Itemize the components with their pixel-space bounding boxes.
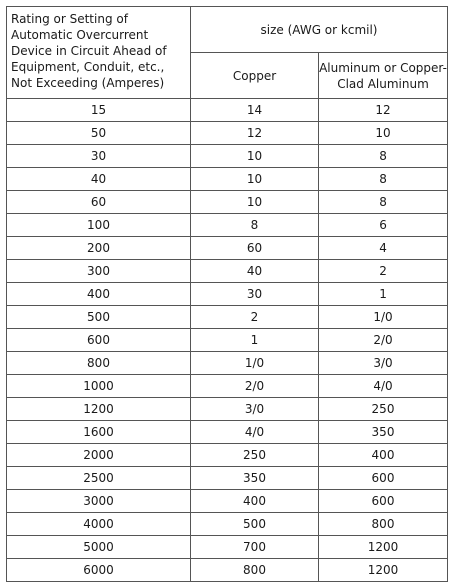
size-column-header: size (AWG or kcmil) — [191, 7, 448, 53]
table-row — [7, 490, 448, 513]
table-row — [7, 145, 448, 168]
rating-cell: 50 — [7, 122, 191, 145]
copper-size-cell: 700 — [191, 536, 319, 559]
rating-cell: 30 — [7, 145, 191, 168]
table-row — [7, 398, 448, 421]
aluminum-size-cell: 1200 — [319, 559, 448, 582]
copper-size-cell: 4/0 — [191, 421, 319, 444]
table-row — [7, 467, 448, 490]
table-row — [7, 168, 448, 191]
rating-cell: 300 — [7, 260, 191, 283]
rating-cell: 100 — [7, 214, 191, 237]
rating-cell: 1600 — [7, 421, 191, 444]
aluminum-size-cell: 600 — [319, 490, 448, 513]
copper-size-cell: 800 — [191, 559, 319, 582]
rating-cell: 15 — [7, 99, 191, 122]
copper-size-cell: 12 — [191, 122, 319, 145]
table-header — [7, 7, 448, 99]
table-body — [7, 99, 448, 582]
copper-size-cell: 3/0 — [191, 398, 319, 421]
table-row — [7, 352, 448, 375]
table-row — [7, 283, 448, 306]
table-row — [7, 99, 448, 122]
rating-cell: 400 — [7, 283, 191, 306]
aluminum-size-cell: 4 — [319, 237, 448, 260]
copper-size-cell: 250 — [191, 444, 319, 467]
rating-cell: 4000 — [7, 513, 191, 536]
rating-cell: 2500 — [7, 467, 191, 490]
rating-cell: 5000 — [7, 536, 191, 559]
aluminum-size-cell: 350 — [319, 421, 448, 444]
aluminum-size-cell: 1200 — [319, 536, 448, 559]
aluminum-size-cell: 6 — [319, 214, 448, 237]
aluminum-size-cell: 600 — [319, 467, 448, 490]
aluminum-column-header: Aluminum or Copper-Clad Aluminum — [319, 53, 448, 99]
copper-size-cell: 10 — [191, 145, 319, 168]
copper-size-cell: 1/0 — [191, 352, 319, 375]
rating-cell: 1000 — [7, 375, 191, 398]
rating-cell: 2000 — [7, 444, 191, 467]
copper-size-cell: 30 — [191, 283, 319, 306]
table-row — [7, 421, 448, 444]
copper-size-cell: 500 — [191, 513, 319, 536]
aluminum-size-cell: 10 — [319, 122, 448, 145]
table-row — [7, 237, 448, 260]
copper-size-cell: 1 — [191, 329, 319, 352]
table-row — [7, 214, 448, 237]
aluminum-size-cell: 4/0 — [319, 375, 448, 398]
aluminum-size-cell: 800 — [319, 513, 448, 536]
aluminum-size-cell: 2 — [319, 260, 448, 283]
aluminum-size-cell: 250 — [319, 398, 448, 421]
table-row — [7, 191, 448, 214]
copper-size-cell: 8 — [191, 214, 319, 237]
aluminum-size-cell: 400 — [319, 444, 448, 467]
rating-cell: 600 — [7, 329, 191, 352]
aluminum-size-cell: 2/0 — [319, 329, 448, 352]
table-row — [7, 536, 448, 559]
copper-column-header: Copper — [191, 53, 319, 99]
aluminum-size-cell: 12 — [319, 99, 448, 122]
copper-size-cell: 10 — [191, 168, 319, 191]
header-row-top — [7, 7, 448, 53]
rating-cell: 40 — [7, 168, 191, 191]
copper-size-cell: 350 — [191, 467, 319, 490]
aluminum-size-cell: 8 — [319, 145, 448, 168]
table-row — [7, 306, 448, 329]
aluminum-size-cell: 1/0 — [319, 306, 448, 329]
aluminum-size-cell: 1 — [319, 283, 448, 306]
table-row — [7, 513, 448, 536]
rating-cell: 60 — [7, 191, 191, 214]
table-row — [7, 329, 448, 352]
copper-size-cell: 2 — [191, 306, 319, 329]
copper-size-cell: 40 — [191, 260, 319, 283]
rating-cell: 500 — [7, 306, 191, 329]
conductor-size-table — [6, 6, 448, 582]
copper-size-cell: 400 — [191, 490, 319, 513]
copper-size-cell: 2/0 — [191, 375, 319, 398]
table-row — [7, 559, 448, 582]
rating-cell: 3000 — [7, 490, 191, 513]
table-row — [7, 122, 448, 145]
aluminum-size-cell: 8 — [319, 168, 448, 191]
aluminum-size-cell: 8 — [319, 191, 448, 214]
rating-cell: 6000 — [7, 559, 191, 582]
aluminum-size-cell: 3/0 — [319, 352, 448, 375]
table-row — [7, 444, 448, 467]
rating-cell: 800 — [7, 352, 191, 375]
table-row — [7, 260, 448, 283]
rating-cell: 200 — [7, 237, 191, 260]
copper-size-cell: 10 — [191, 191, 319, 214]
rating-cell: 1200 — [7, 398, 191, 421]
table-row — [7, 375, 448, 398]
copper-size-cell: 60 — [191, 237, 319, 260]
copper-size-cell: 14 — [191, 99, 319, 122]
rating-column-header: Rating or Setting of Automatic Overcurrent Device in Circuit Ahead of Equipment, Conduit, etc., Not Exceeding (Amperes) — [7, 7, 191, 99]
